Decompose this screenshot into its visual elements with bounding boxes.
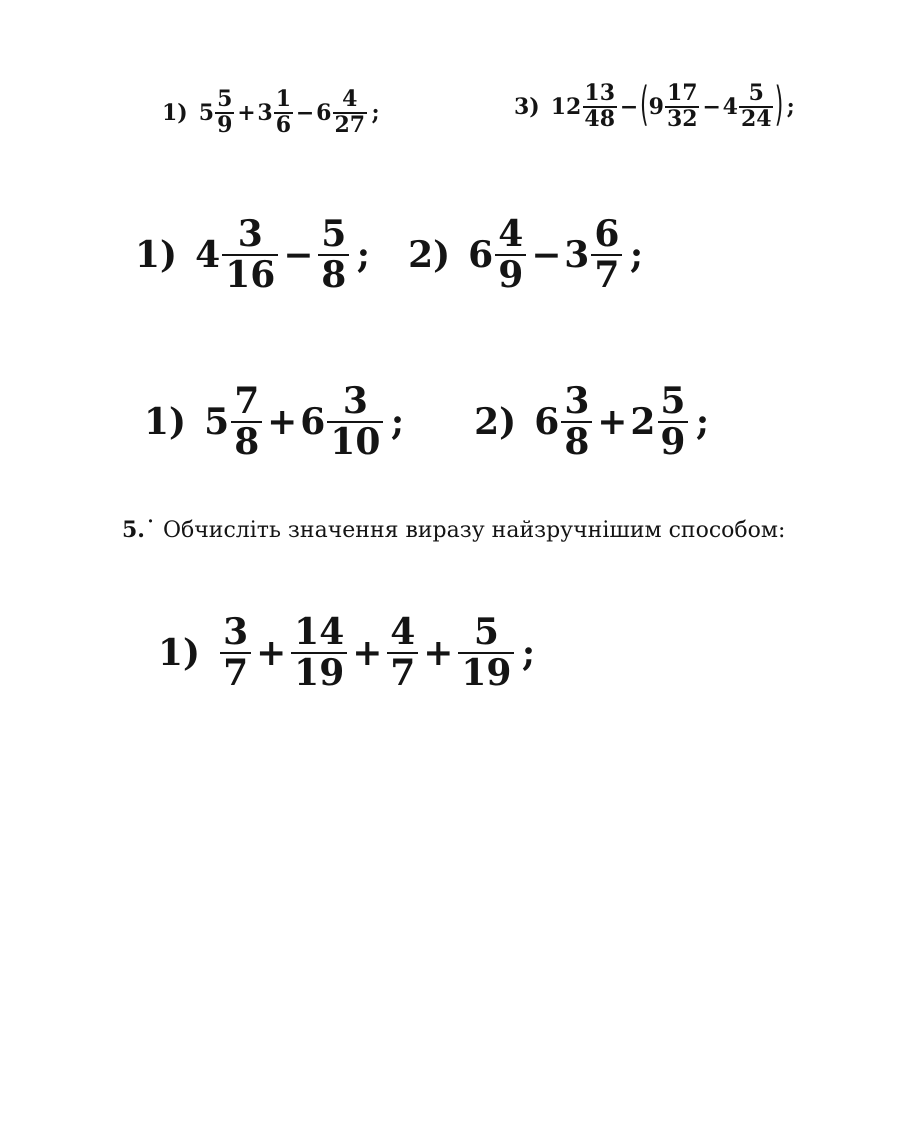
denominator: 16 <box>222 254 278 295</box>
item-label: 3) <box>514 93 540 120</box>
denominator: 9 <box>217 111 233 138</box>
denominator: 7 <box>591 254 622 295</box>
expression-row-1 <box>162 88 380 138</box>
denominator: 8 <box>561 421 592 462</box>
expression-row-2 <box>135 215 643 295</box>
operator: − <box>283 233 314 276</box>
fraction <box>333 88 367 138</box>
fraction <box>220 613 251 693</box>
whole-part: 3 <box>564 233 590 276</box>
whole-part: 4 <box>722 93 738 120</box>
whole-part: 6 <box>534 400 560 443</box>
denominator: 19 <box>458 652 514 693</box>
denominator: 6 <box>275 111 292 138</box>
denominator: 27 <box>334 111 366 138</box>
fraction <box>495 215 526 295</box>
numerator: 13 <box>584 80 616 106</box>
expression-row-4 <box>158 613 535 693</box>
left-parenthesis: ( <box>640 80 649 133</box>
numerator: 5 <box>217 86 233 112</box>
numerator: 3 <box>564 380 590 422</box>
task-5-instruction <box>122 512 882 549</box>
numerator: 17 <box>667 80 698 106</box>
denominator: 48 <box>584 105 616 132</box>
item-label: 1) <box>144 400 187 443</box>
semicolon: ; <box>695 400 710 443</box>
fraction <box>231 382 262 462</box>
operator: + <box>597 400 628 443</box>
denominator: 9 <box>658 421 689 462</box>
denominator: 32 <box>667 105 698 132</box>
whole-part: 9 <box>648 93 664 120</box>
item-label: 1) <box>162 99 188 126</box>
numerator: 5 <box>473 611 499 653</box>
denominator: 7 <box>387 652 418 693</box>
operator: − <box>295 99 315 126</box>
fraction <box>222 215 278 295</box>
whole-part: 12 <box>550 93 582 120</box>
numerator: 4 <box>498 213 524 255</box>
numerator: 3 <box>223 611 249 653</box>
numerator: 7 <box>234 380 260 422</box>
numerator: 5 <box>321 213 347 255</box>
whole-part: 4 <box>195 233 221 276</box>
whole-part: 6 <box>468 233 494 276</box>
item-label: 1) <box>135 233 178 276</box>
fraction <box>739 82 773 132</box>
fraction <box>327 382 383 462</box>
denominator: 8 <box>231 421 262 462</box>
semicolon: ; <box>356 233 371 276</box>
operator: + <box>352 631 383 674</box>
item-label: 2) <box>408 233 451 276</box>
semicolon: ; <box>371 99 380 126</box>
operator: + <box>267 400 298 443</box>
numerator: 4 <box>342 86 358 112</box>
denominator: 9 <box>495 254 526 295</box>
denominator: 19 <box>291 652 347 693</box>
whole-part: 5 <box>204 400 230 443</box>
whole-part: 6 <box>300 400 326 443</box>
numerator: 3 <box>342 380 368 422</box>
fraction <box>665 82 699 132</box>
numerator: 1 <box>275 86 292 112</box>
operator: − <box>619 93 639 120</box>
whole-part: 6 <box>316 99 332 126</box>
fraction <box>215 88 234 138</box>
numerator: 14 <box>294 611 345 653</box>
item-label: 2) <box>474 400 517 443</box>
whole-part: 5 <box>198 99 215 126</box>
fraction <box>561 382 592 462</box>
operator: + <box>423 631 454 674</box>
semicolon: ; <box>521 631 536 674</box>
fraction <box>387 613 418 693</box>
numerator: 5 <box>660 380 686 422</box>
operator: + <box>237 99 256 126</box>
numerator: 5 <box>748 80 764 106</box>
fraction <box>291 613 347 693</box>
fraction <box>658 382 689 462</box>
semicolon: ; <box>629 233 644 276</box>
denominator: 10 <box>327 421 383 462</box>
task-number: 5.˙ <box>122 517 156 543</box>
denominator: 8 <box>318 254 349 295</box>
right-parenthesis: ) <box>774 80 784 133</box>
operator: − <box>702 93 721 120</box>
denominator: 7 <box>220 652 251 693</box>
fraction <box>583 82 617 132</box>
whole-part: 2 <box>630 400 656 443</box>
fraction <box>274 88 293 138</box>
operator: − <box>531 233 562 276</box>
fraction <box>318 215 349 295</box>
fraction <box>591 215 622 295</box>
fraction <box>458 613 514 693</box>
expression-row-1-item-3 <box>514 82 795 132</box>
numerator: 4 <box>390 611 416 653</box>
expression-row-3 <box>144 382 709 462</box>
whole-part: 3 <box>257 99 273 126</box>
semicolon: ; <box>786 93 795 120</box>
numerator: 3 <box>237 213 263 255</box>
operator: + <box>256 631 287 674</box>
semicolon: ; <box>390 400 405 443</box>
numerator: 6 <box>594 213 620 255</box>
task-text: Обчисліть значення виразу найзручнішим способом: <box>162 518 786 543</box>
item-label: 1) <box>158 631 201 674</box>
denominator: 24 <box>741 105 772 132</box>
